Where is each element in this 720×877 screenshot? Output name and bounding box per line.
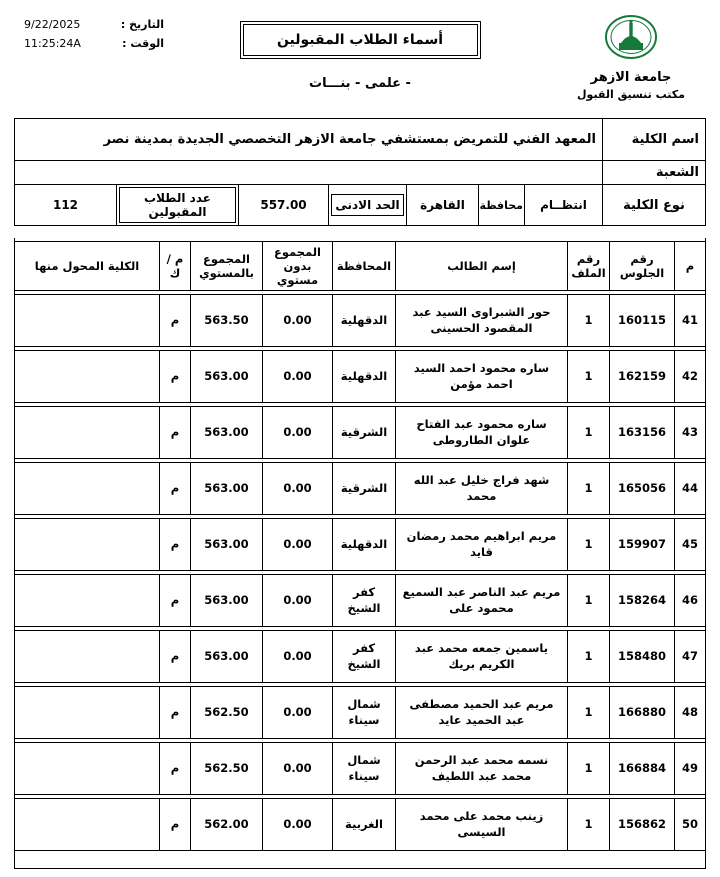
min-score-value: 557.00 — [239, 185, 329, 226]
student-cell-seat: 160115 — [609, 294, 674, 347]
date-label: التاريخ : — [120, 18, 164, 31]
column-header-total_without: المجموع بدون مستوي — [262, 241, 332, 291]
title-block — [164, 8, 556, 91]
student-cell-seat: 166884 — [609, 742, 674, 795]
student-cell-transfer — [15, 686, 159, 739]
student-cell-name: شهد فراج خليل عبد الله محمد — [395, 462, 567, 515]
date-row — [24, 18, 164, 31]
student-cell-name: مريم عبد الحميد مصطفى عبد الحميد عايد — [395, 686, 567, 739]
student-cell-total_with: 563.00 — [190, 630, 262, 683]
student-cell-total_with: 562.00 — [190, 798, 262, 851]
student-cell-mk: م — [159, 630, 190, 683]
student-cell-file: 1 — [567, 574, 609, 627]
student-cell-total_without: 0.00 — [262, 686, 332, 739]
student-row — [15, 462, 705, 515]
student-cell-total_without: 0.00 — [262, 406, 332, 459]
student-cell-mk: م — [159, 462, 190, 515]
student-cell-seat: 163156 — [609, 406, 674, 459]
student-cell-no: 41 — [674, 294, 705, 347]
student-cell-transfer — [15, 742, 159, 795]
column-header-file: رقم الملف — [567, 241, 609, 291]
student-cell-total_with: 563.00 — [190, 518, 262, 571]
student-row — [15, 406, 705, 459]
student-cell-gov: كفر الشيخ — [332, 574, 395, 627]
student-cell-transfer — [15, 630, 159, 683]
student-cell-seat: 158480 — [609, 630, 674, 683]
student-cell-seat: 166880 — [609, 686, 674, 739]
college-info-table — [14, 118, 706, 226]
students-table-head-row — [15, 241, 705, 291]
student-cell-gov: الغربية — [332, 798, 395, 851]
accepted-count-label: عدد الطلاب المقبولين — [119, 187, 236, 223]
student-cell-total_without: 0.00 — [262, 798, 332, 851]
governorate-value: القاهرة — [407, 185, 479, 226]
column-header-seat: رقم الجلوس — [609, 241, 674, 291]
column-header-transfer: الكلية المحول منها — [15, 241, 159, 291]
student-cell-seat: 165056 — [609, 462, 674, 515]
student-cell-name: نسمه محمد عبد الرحمن محمد عبد اللطيف — [395, 742, 567, 795]
student-cell-seat: 158264 — [609, 574, 674, 627]
student-cell-no: 45 — [674, 518, 705, 571]
student-cell-gov: شمال سيناء — [332, 742, 395, 795]
student-cell-no: 50 — [674, 798, 705, 851]
student-row — [15, 798, 705, 851]
student-cell-total_with: 562.50 — [190, 686, 262, 739]
student-cell-total_without: 0.00 — [262, 462, 332, 515]
student-row — [15, 742, 705, 795]
student-cell-mk: م — [159, 574, 190, 627]
student-cell-no: 46 — [674, 574, 705, 627]
accepted-count-value: 112 — [15, 185, 117, 226]
student-cell-mk: م — [159, 294, 190, 347]
time-label: الوقت : — [122, 37, 164, 50]
min-score-label: الحد الادنى — [331, 194, 404, 216]
student-cell-transfer — [15, 518, 159, 571]
student-cell-transfer — [15, 462, 159, 515]
column-header-total_with: المجموع بالمستوي — [190, 241, 262, 291]
student-cell-name: مريم عبد الناصر عبد السميع محمود على — [395, 574, 567, 627]
student-cell-total_with: 562.50 — [190, 742, 262, 795]
student-cell-no: 43 — [674, 406, 705, 459]
student-cell-total_without: 0.00 — [262, 294, 332, 347]
student-cell-gov: الشرقية — [332, 462, 395, 515]
org-block — [556, 8, 706, 101]
student-cell-gov: الشرقية — [332, 406, 395, 459]
datetime-block — [14, 8, 164, 56]
column-header-name: إسم الطالب — [395, 241, 567, 291]
student-cell-file: 1 — [567, 406, 609, 459]
report-subtitle: - علمى - بنـــات — [309, 76, 411, 91]
college-type-label: نوع الكلية — [603, 185, 706, 226]
college-name-label: اسم الكلية — [603, 119, 706, 161]
student-row — [15, 574, 705, 627]
column-header-no: م — [674, 241, 705, 291]
time-value: 11:25:24A — [24, 37, 81, 50]
student-cell-name: مريم ابراهيم محمد رمضان قايد — [395, 518, 567, 571]
column-header-gov: المحافظة — [332, 241, 395, 291]
student-cell-mk: م — [159, 350, 190, 403]
student-cell-transfer — [15, 294, 159, 347]
student-cell-seat: 162159 — [609, 350, 674, 403]
student-cell-transfer — [15, 350, 159, 403]
student-cell-name: حور الشبراوى السيد عبد المقصود الحسينى — [395, 294, 567, 347]
column-header-mk: م / ك — [159, 241, 190, 291]
accepted-count-label-cell — [117, 185, 239, 226]
student-cell-seat: 159907 — [609, 518, 674, 571]
student-cell-gov: الدقهلية — [332, 518, 395, 571]
alazhar-emblem-icon — [604, 10, 658, 64]
student-cell-transfer — [15, 798, 159, 851]
org-name: جامعة الازهر — [590, 70, 672, 85]
student-cell-name: زينب محمد على محمد السيسى — [395, 798, 567, 851]
college-type-value: انتظــام — [525, 185, 603, 226]
date-value: 9/22/2025 — [24, 18, 81, 31]
student-cell-file: 1 — [567, 630, 609, 683]
student-cell-seat: 156862 — [609, 798, 674, 851]
student-cell-mk: م — [159, 406, 190, 459]
college-name-value: المعهد الفني للتمريض بمستشفي جامعة الازهر التخصصي الجديدة بمدينة نصر — [15, 119, 603, 161]
governorate-label: محافظة — [479, 185, 525, 226]
student-cell-total_without: 0.00 — [262, 742, 332, 795]
student-row — [15, 518, 705, 571]
student-cell-total_with: 563.00 — [190, 350, 262, 403]
student-cell-total_without: 0.00 — [262, 574, 332, 627]
student-cell-file: 1 — [567, 350, 609, 403]
min-score-label-cell — [329, 185, 407, 226]
student-cell-file: 1 — [567, 294, 609, 347]
student-cell-total_without: 0.00 — [262, 518, 332, 571]
student-cell-total_without: 0.00 — [262, 350, 332, 403]
student-cell-no: 47 — [674, 630, 705, 683]
student-cell-transfer — [15, 406, 159, 459]
students-table-frame — [14, 238, 706, 869]
student-cell-mk: م — [159, 742, 190, 795]
student-cell-total_with: 563.00 — [190, 574, 262, 627]
student-cell-gov: الدقهلية — [332, 294, 395, 347]
student-cell-no: 44 — [674, 462, 705, 515]
student-cell-name: ساره محمود عبد الفتاح علوان الطاروطى — [395, 406, 567, 459]
student-cell-file: 1 — [567, 462, 609, 515]
report-title: أسماء الطلاب المقبولين — [243, 24, 478, 56]
division-label: الشعبة — [603, 161, 706, 185]
student-cell-file: 1 — [567, 798, 609, 851]
student-cell-name: ياسمين جمعه محمد عبد الكريم بريك — [395, 630, 567, 683]
student-cell-total_with: 563.50 — [190, 294, 262, 347]
student-row — [15, 350, 705, 403]
student-cell-transfer — [15, 574, 159, 627]
student-cell-gov: شمال سيناء — [332, 686, 395, 739]
student-cell-no: 49 — [674, 742, 705, 795]
student-cell-mk: م — [159, 518, 190, 571]
students-table-body — [15, 294, 705, 851]
student-cell-total_with: 563.00 — [190, 406, 262, 459]
org-office: مكتب تنسيق القبول — [577, 88, 685, 101]
student-cell-gov: الدقهلية — [332, 350, 395, 403]
student-cell-total_with: 563.00 — [190, 462, 262, 515]
student-cell-mk: م — [159, 686, 190, 739]
student-cell-gov: كفر الشيخ — [332, 630, 395, 683]
student-row — [15, 630, 705, 683]
student-cell-file: 1 — [567, 686, 609, 739]
time-row — [24, 37, 164, 50]
student-cell-file: 1 — [567, 742, 609, 795]
student-cell-total_without: 0.00 — [262, 630, 332, 683]
student-cell-no: 48 — [674, 686, 705, 739]
division-value — [15, 161, 603, 185]
student-cell-no: 42 — [674, 350, 705, 403]
student-row — [15, 294, 705, 347]
student-row — [15, 686, 705, 739]
student-cell-name: ساره محمود احمد السيد احمد مؤمن — [395, 350, 567, 403]
student-cell-mk: م — [159, 798, 190, 851]
student-cell-file: 1 — [567, 518, 609, 571]
students-table — [15, 238, 705, 854]
page-header — [14, 8, 706, 114]
